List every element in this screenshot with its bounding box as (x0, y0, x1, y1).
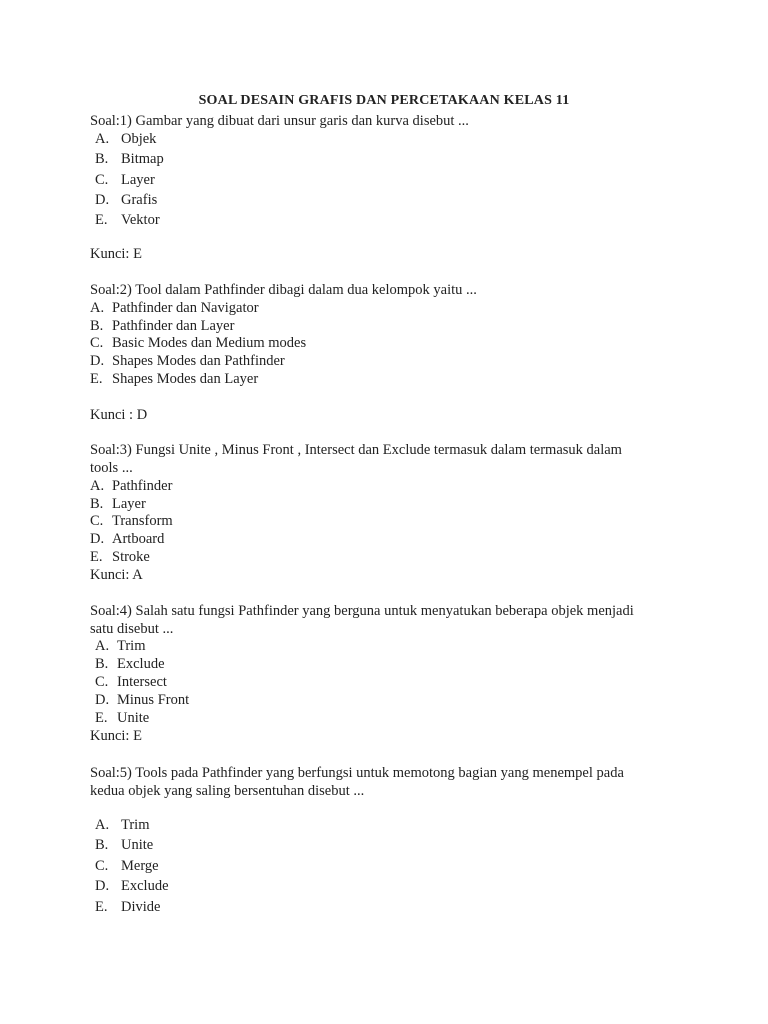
question-5-option-d (95, 877, 169, 895)
question-3-text-line-1: Soal:3) Fungsi Unite , Minus Front , Intersect dan Exclude termasuk dalam termasuk dalam (90, 442, 622, 458)
option-text: Transform (112, 513, 173, 529)
option-letter: A. (90, 478, 105, 494)
question-2-option-a (90, 299, 259, 317)
option-letter: A. (95, 131, 110, 147)
question-3-option-b (90, 495, 146, 513)
question-5-text-line-1: Soal:5) Tools pada Pathfinder yang berfungsi untuk memotong bagian yang menempel pada (90, 765, 624, 781)
question-2-option-d (90, 352, 285, 370)
option-text: Merge (121, 858, 159, 874)
question-5-option-b (95, 836, 153, 854)
question-2-option-e (90, 370, 258, 388)
question-3-option-e (90, 548, 150, 566)
option-letter: A. (95, 817, 110, 833)
option-letter: E. (90, 371, 103, 387)
option-letter: D. (90, 531, 105, 547)
option-text: Pathfinder dan Layer (112, 318, 235, 334)
question-3-option-d (90, 530, 164, 548)
option-text: Shapes Modes dan Pathfinder (112, 353, 285, 369)
option-text: Layer (121, 172, 155, 188)
question-5-option-a (95, 816, 149, 834)
question-1-text: Soal:1) Gambar yang dibuat dari unsur garis dan kurva disebut ... (90, 113, 469, 129)
question-4-option-a (95, 637, 145, 655)
option-text: Shapes Modes dan Layer (112, 371, 259, 387)
option-letter: B. (90, 318, 104, 334)
question-3-option-a (90, 477, 172, 495)
question-4-option-d (95, 691, 189, 709)
option-letter: E. (95, 899, 108, 915)
option-text: Minus Front (117, 692, 190, 708)
option-text: Basic Modes dan Medium modes (112, 335, 307, 351)
option-text: Stroke (112, 549, 150, 565)
option-letter: A. (90, 300, 105, 316)
option-letter: B. (90, 496, 104, 512)
option-letter: E. (95, 710, 108, 726)
option-text: Intersect (117, 674, 167, 690)
question-4-answer: Kunci: E (90, 728, 142, 744)
option-text: Pathfinder dan Navigator (112, 300, 259, 316)
option-text: Artboard (112, 531, 165, 547)
page-title: SOAL DESAIN GRAFIS DAN PERCETAKAAN KELAS 11 (198, 93, 570, 108)
question-5-option-c (95, 857, 159, 875)
option-text: Grafis (121, 192, 158, 208)
question-2-text: Soal:2) Tool dalam Pathfinder dibagi dalam dua kelompok yaitu ... (90, 282, 477, 298)
question-4-option-c (95, 673, 167, 691)
option-text: Exclude (121, 878, 169, 894)
question-1-option-e (95, 211, 160, 229)
question-5-text-line-2: kedua objek yang saling bersentuhan disebut ... (90, 783, 365, 799)
option-letter: C. (95, 172, 109, 188)
option-letter: D. (95, 192, 110, 208)
option-letter: D. (90, 353, 105, 369)
option-letter: B. (95, 837, 109, 853)
question-2-answer: Kunci : D (90, 407, 148, 423)
option-letter: B. (95, 151, 109, 167)
option-text: Trim (121, 817, 150, 833)
option-letter: C. (90, 513, 104, 529)
question-4-text-line-2: satu disebut ... (90, 621, 174, 637)
question-1-option-d (95, 191, 157, 209)
question-3-answer: Kunci: A (90, 567, 143, 583)
option-letter: C. (95, 674, 109, 690)
option-letter: C. (95, 858, 109, 874)
option-letter: A. (95, 638, 110, 654)
option-text: Trim (117, 638, 146, 654)
option-text: Unite (121, 837, 154, 853)
question-3-option-c (90, 512, 173, 530)
question-4-text-line-1: Soal:4) Salah satu fungsi Pathfinder yang berguna untuk menyatukan beberapa objek menjadi (90, 603, 634, 619)
option-text: Pathfinder (112, 478, 173, 494)
option-letter: D. (95, 878, 110, 894)
option-text: Bitmap (121, 151, 164, 167)
option-letter: C. (90, 335, 104, 351)
option-letter: E. (95, 212, 108, 228)
option-text: Exclude (117, 656, 165, 672)
question-4-option-e (95, 709, 149, 727)
question-1-answer: Kunci: E (90, 246, 142, 262)
question-1-option-b (95, 150, 164, 168)
option-text: Objek (121, 131, 157, 147)
question-2-option-b (90, 317, 234, 335)
question-2-option-c (90, 334, 306, 352)
question-1-option-c (95, 171, 155, 189)
option-text: Divide (121, 899, 161, 915)
question-3-text-line-2: tools ... (90, 460, 133, 476)
option-letter: E. (90, 549, 103, 565)
option-letter: D. (95, 692, 110, 708)
question-1-option-a (95, 130, 156, 148)
question-5-option-e (95, 898, 160, 916)
question-4-option-b (95, 655, 165, 673)
option-text: Layer (112, 496, 146, 512)
option-letter: B. (95, 656, 109, 672)
option-text: Unite (117, 710, 150, 726)
option-text: Vektor (121, 212, 160, 228)
